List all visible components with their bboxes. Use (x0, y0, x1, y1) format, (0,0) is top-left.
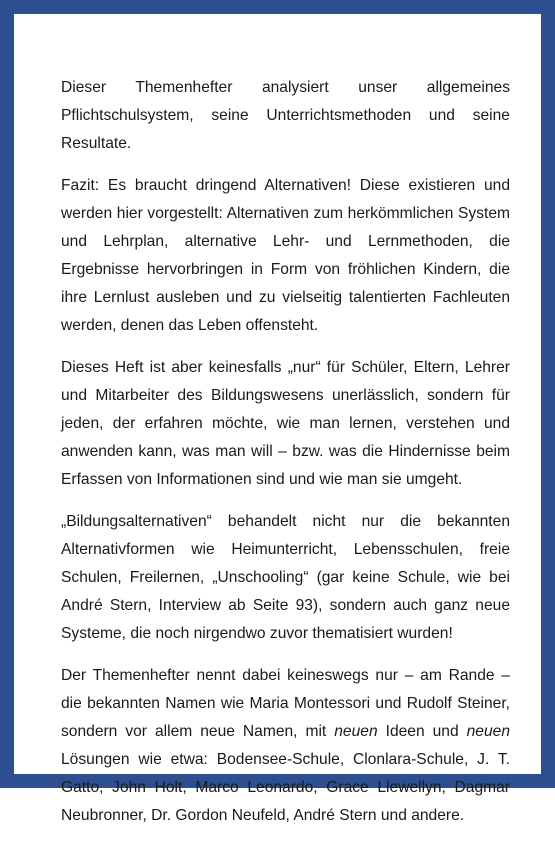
paragraph-names-text-1: Der Themenhefter nennt dabei keineswegs nur – am Rande – die bekannten Namen wie Maria Montessori und Rudolf Steiner, sondern vor allem neue Namen, mit (61, 667, 510, 740)
paragraph-names-text-2: Ideen und (377, 723, 467, 740)
paragraph-audience: Dieses Heft ist aber keinesfalls „nur“ für Schüler, Eltern, Lehrer und Mitarbeiter des Bildungswesens unerlässlich, sondern für jeden, der erfahren möchte, wie man lernen, verstehen und anwenden kann, was man will – bzw. was die Hindernisse beim Erfassen von Informationen sind und wie man sie umgeht. (61, 359, 510, 488)
paragraph-fazit: Fazit: Es braucht dringend Alternativen! Diese existieren und werden hier vorgestellt: Alternativen zum herkömmlichen System und Lehrplan, alternative Lehr- und Lernmethoden, die Ergebnisse hervorbringen in Form von fröhlichen Kindern, die ihre Lernlust ausleben und zu vielseitig talentierten Fachleuten werden, denen das Leben offensteht. (61, 177, 510, 334)
paragraph-alternatives: „Bildungsalternativen“ behandelt nicht nur die bekannten Alternativformen wie Heimunterricht, Lebensschulen, freie Schulen, Freilernen, „Unschooling“ (gar keine Schule, wie bei André Stern, Interview ab Seite 93), sondern auch ganz neue Systeme, die noch nirgendwo zuvor thematisiert wurden! (61, 513, 510, 642)
emphasis-neuen-1: neuen (334, 723, 378, 740)
paragraph-intro: Dieser Themenhefter analysiert unser allgemeines Pflichtschulsystem, seine Unterrichtsmethoden und seine Resultate. (61, 79, 510, 152)
text-body (61, 74, 510, 844)
emphasis-neuen-2: neuen (466, 723, 510, 740)
paragraph-names (61, 662, 510, 830)
paragraph-names-text-3: Lösungen wie etwa: Bodensee-Schule, Clonlara-Schule, J. T. Gatto, John Holt, Marco Leonardo, Grace Llewellyn, Dagmar Neubronner, Dr. Gordon Neufeld, André Stern und andere. (61, 751, 510, 824)
